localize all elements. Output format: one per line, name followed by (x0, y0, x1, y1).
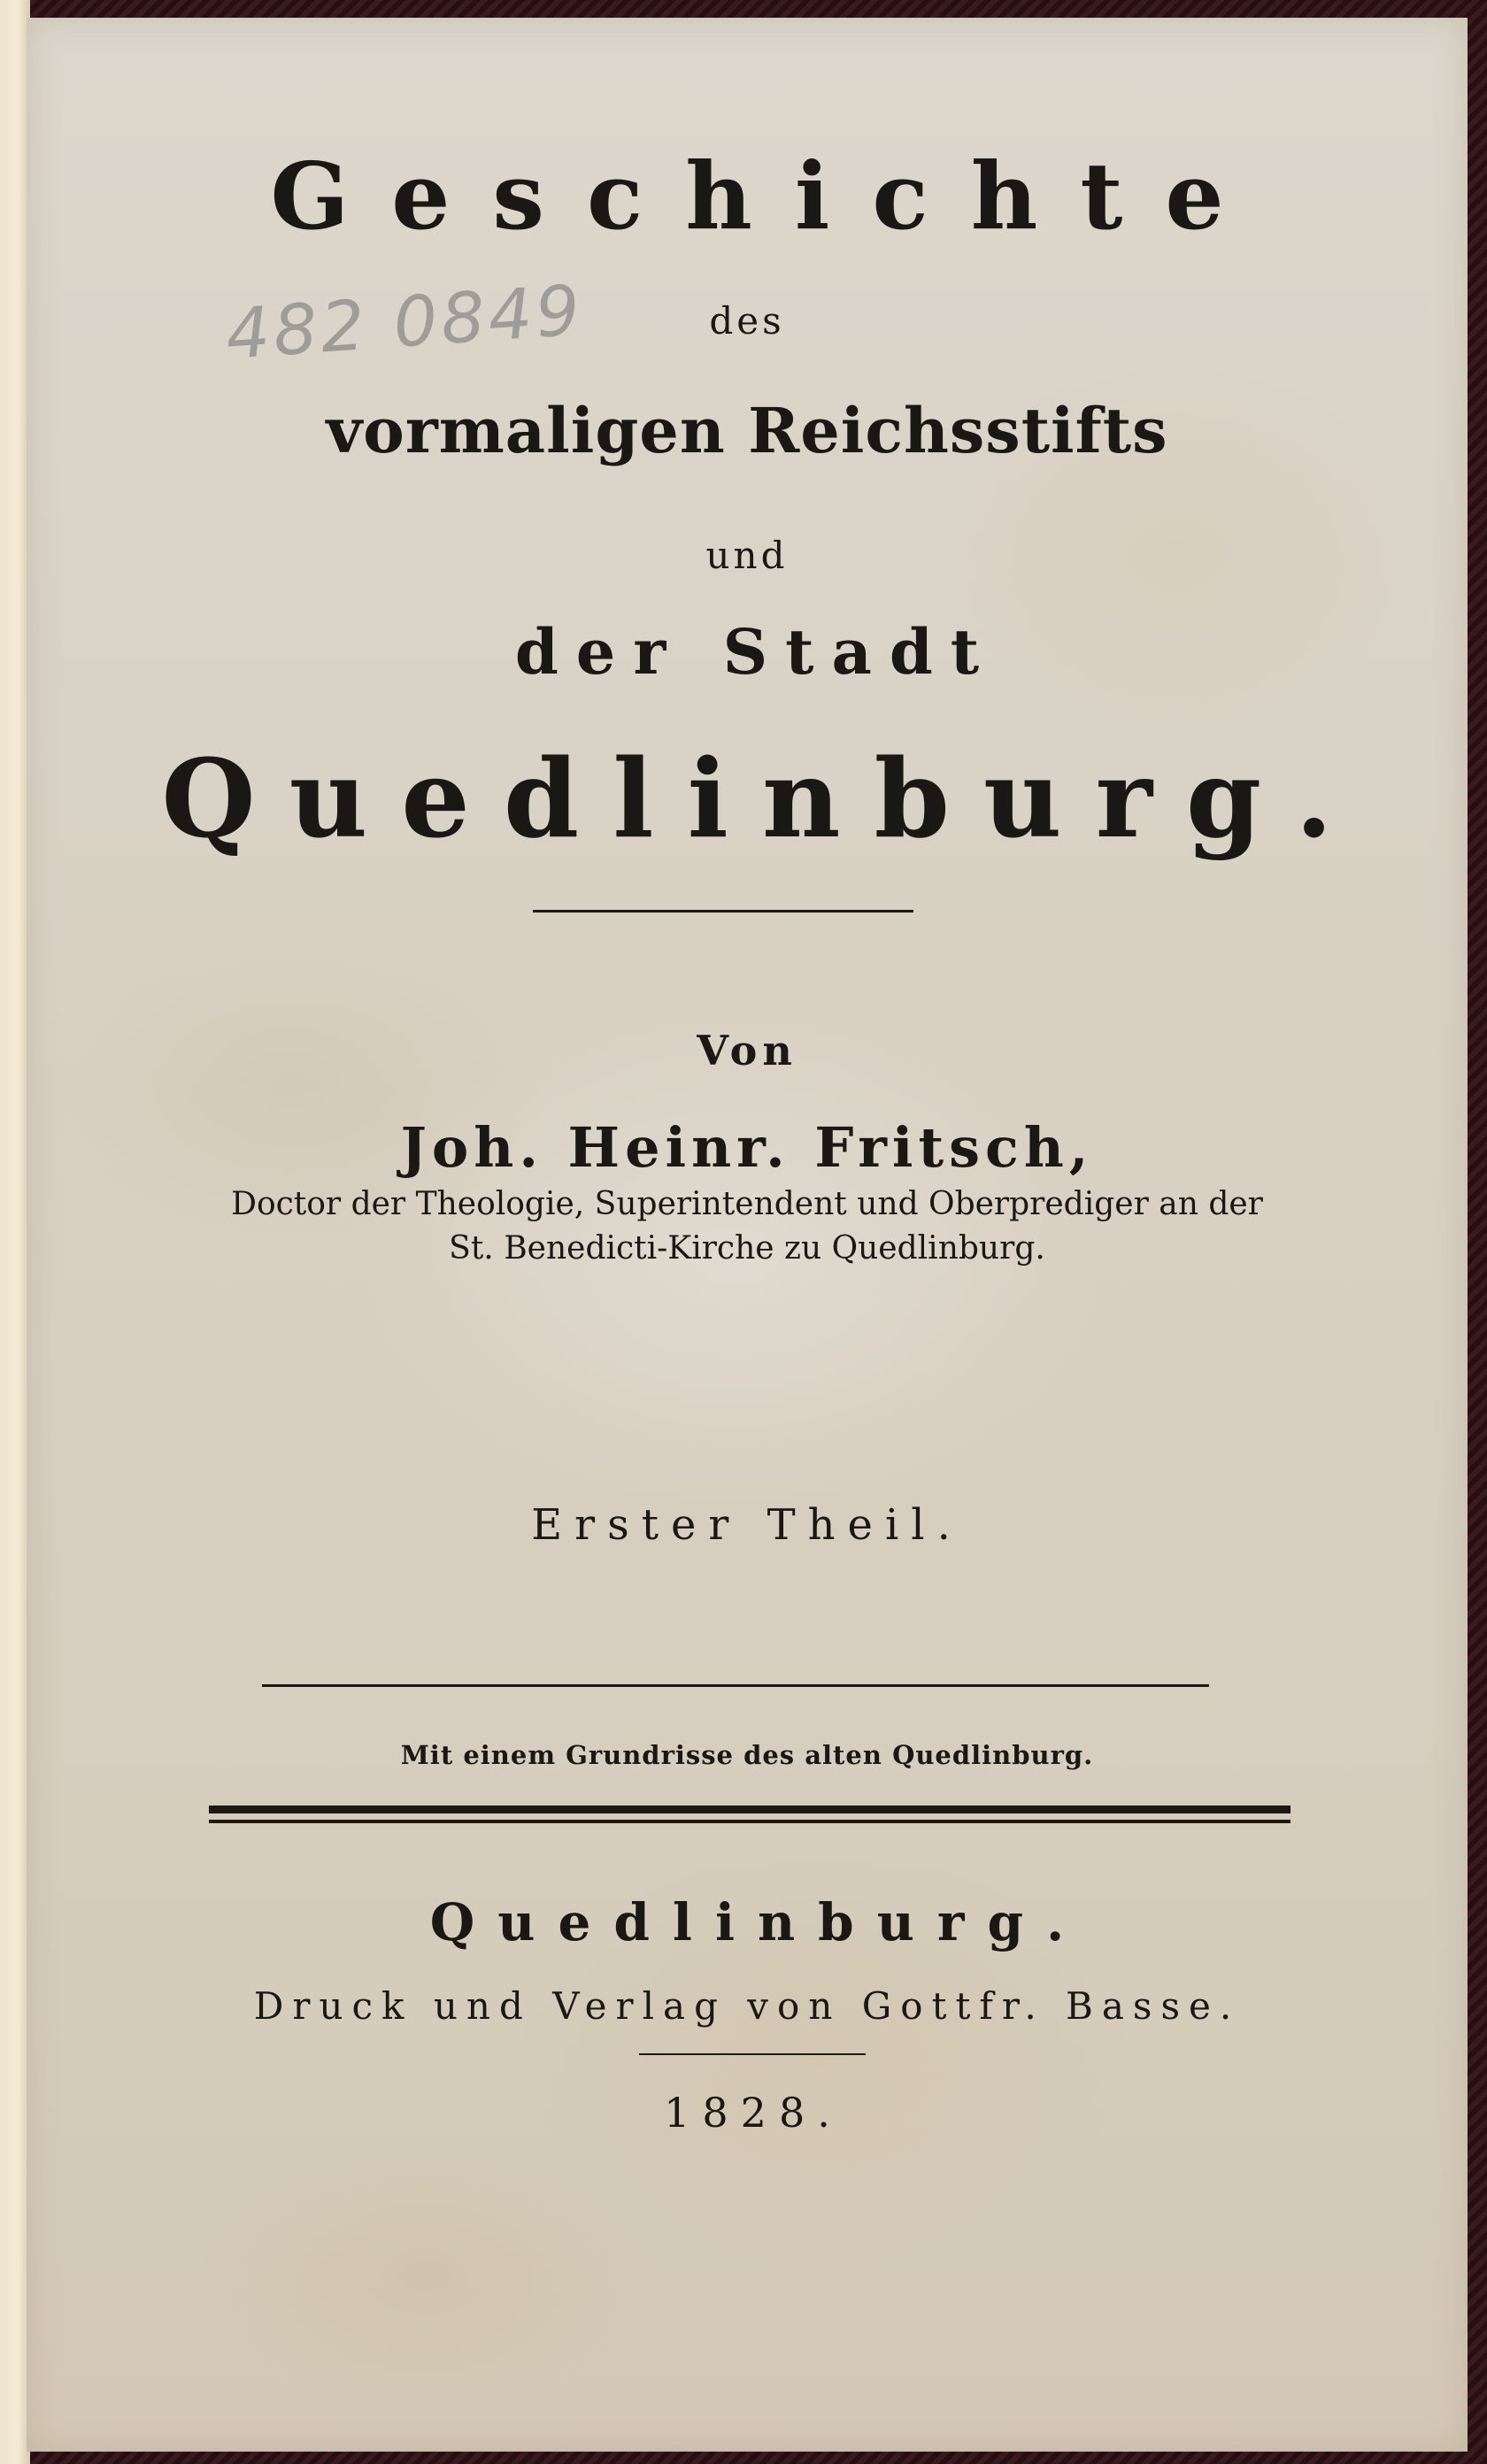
byline-von: Von (697, 1027, 797, 1074)
double-rule-thick (209, 1806, 1291, 1813)
title-page (27, 18, 1468, 2452)
author-credentials-2: St. Benedicti-Kirche zu Quedlinburg. (449, 1230, 1045, 1267)
pencil-shelfmark: 482 0849 (223, 271, 586, 375)
middle-rule (262, 1684, 1209, 1687)
double-rule-thin (209, 1820, 1291, 1823)
imprint-year: 1828. (664, 2089, 843, 2137)
imprint-place: Quedlinburg. (429, 1892, 1088, 1952)
imprint-rule (639, 2053, 866, 2055)
imprint-publisher: Druck und Verlag von Gottfr. Basse. (253, 1984, 1241, 2028)
supplement-note: Mit einem Grundrisse des alten Quedlinburg. (400, 1740, 1094, 1770)
author-name: Joh. Heinr. Fritsch, (400, 1115, 1094, 1180)
title-vormaligen-reichsstifts: vormaligen Reichsstifts (326, 394, 1168, 467)
binding-edge (0, 0, 30, 2464)
title-des: des (709, 299, 785, 343)
title-geschichte: Geschichte (270, 142, 1267, 250)
short-rule (533, 910, 913, 912)
volume-label: Erster Theil. (531, 1500, 963, 1550)
title-quedlinburg: Quedlinburg. (161, 735, 1367, 862)
title-und: und (705, 534, 789, 577)
title-der-stadt: der Stadt (514, 615, 998, 689)
author-credentials-1: Doctor der Theologie, Superintendent und Oberprediger an der (231, 1186, 1263, 1222)
